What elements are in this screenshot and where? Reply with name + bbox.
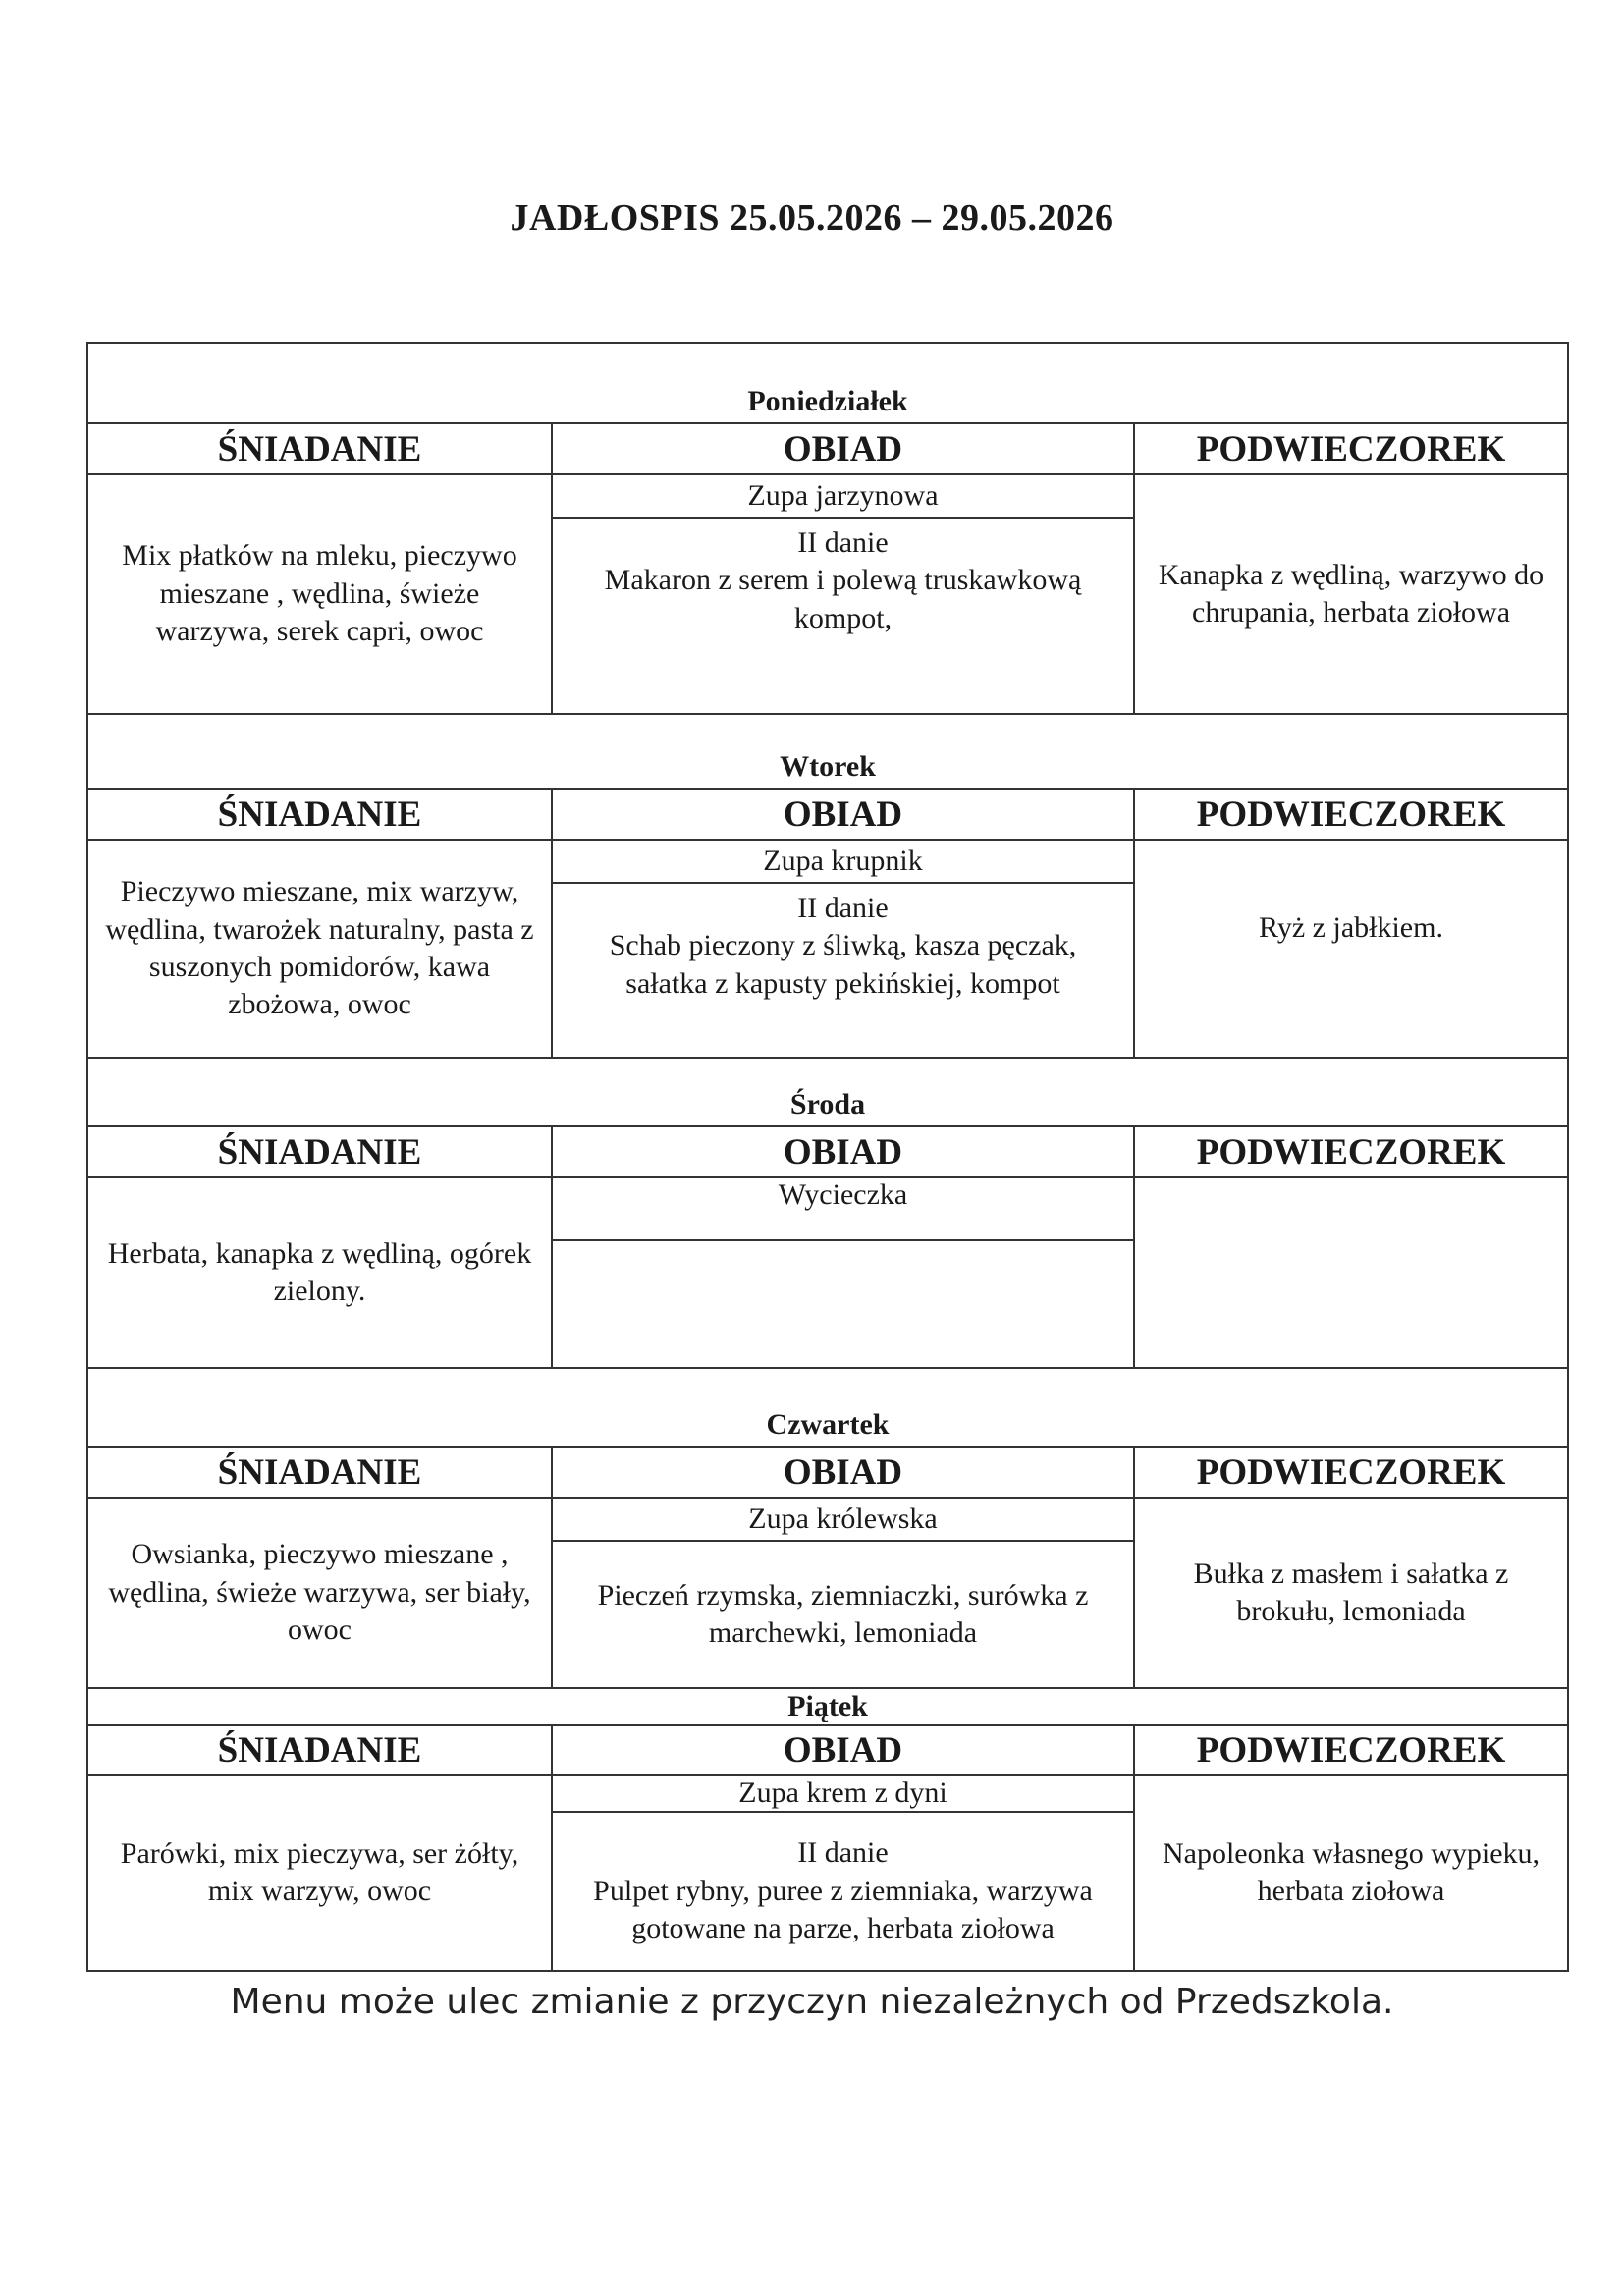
main-course-cell	[552, 1240, 1134, 1368]
breakfast-cell: Parówki, mix pieczywa, ser żółty, mix warzyw, owoc	[87, 1775, 552, 1971]
breakfast-cell: Owsianka, pieczywo mieszane , wędlina, świeże warzywa, ser biały, owoc	[87, 1498, 552, 1688]
breakfast-cell: Mix płatków na mleku, pieczywo mieszane , wędlina, świeże warzywa, serek capri, owoc	[87, 474, 552, 714]
snack-cell: Bułka z masłem i sałatka z brokułu, lemoniada	[1134, 1498, 1568, 1688]
menu-table	[86, 342, 1569, 1972]
soup-cell: Zupa jarzynowa	[552, 474, 1134, 518]
breakfast-cell: Herbata, kanapka z wędliną, ogórek zielony.	[87, 1177, 552, 1368]
breakfast-header: ŚNIADANIE	[87, 789, 552, 840]
day-header-monday: Poniedziałek	[87, 343, 1568, 423]
day-header-friday: Piątek	[87, 1688, 1568, 1725]
snack-cell: Ryż z jabłkiem.	[1134, 840, 1568, 1058]
lunch-header: OBIAD	[552, 423, 1134, 474]
snack-header: PODWIECZOREK	[1134, 423, 1568, 474]
main-course-cell: Pieczeń rzymska, ziemniaczki, surówka z marchewki, lemoniada	[552, 1541, 1134, 1688]
soup-cell: Wycieczka	[552, 1177, 1134, 1240]
snack-cell	[1134, 1177, 1568, 1368]
snack-header: PODWIECZOREK	[1134, 1126, 1568, 1177]
lunch-header: OBIAD	[552, 1447, 1134, 1498]
main-course-cell: II danie Schab pieczony z śliwką, kasza pęczak, sałatka z kapusty pekińskiej, kompot	[552, 883, 1134, 1058]
snack-cell: Napoleonka własnego wypieku, herbata ziołowa	[1134, 1775, 1568, 1971]
soup-cell: Zupa królewska	[552, 1498, 1134, 1541]
lunch-header: OBIAD	[552, 1126, 1134, 1177]
snack-header: PODWIECZOREK	[1134, 1725, 1568, 1775]
snack-cell: Kanapka z wędliną, warzywo do chrupania, herbata ziołowa	[1134, 474, 1568, 714]
day-header-wednesday: Środa	[87, 1058, 1568, 1126]
soup-cell: Zupa krupnik	[552, 840, 1134, 883]
day-header-thursday: Czwartek	[87, 1368, 1568, 1447]
breakfast-cell: Pieczywo mieszane, mix warzyw, wędlina, twarożek naturalny, pasta z suszonych pomidorów, kawa zbożowa, owoc	[87, 840, 552, 1058]
main-course-cell: II danie Makaron z serem i polewą truskawkową kompot,	[552, 518, 1134, 714]
lunch-header: OBIAD	[552, 1725, 1134, 1775]
snack-header: PODWIECZOREK	[1134, 789, 1568, 840]
main-course-cell: II danie Pulpet rybny, puree z ziemniaka, warzywa gotowane na parze, herbata ziołowa	[552, 1812, 1134, 1971]
breakfast-header: ŚNIADANIE	[87, 1126, 552, 1177]
breakfast-header: ŚNIADANIE	[87, 1447, 552, 1498]
lunch-header: OBIAD	[552, 789, 1134, 840]
soup-cell: Zupa krem z dyni	[552, 1775, 1134, 1812]
footer-note: Menu może ulec zmianie z przyczyn niezależnych od Przedszkola.	[230, 1982, 1394, 2022]
breakfast-header: ŚNIADANIE	[87, 423, 552, 474]
snack-header: PODWIECZOREK	[1134, 1447, 1568, 1498]
day-header-tuesday: Wtorek	[87, 714, 1568, 789]
page-title: JADŁOSPIS 25.05.2026 – 29.05.2026	[510, 197, 1114, 239]
breakfast-header: ŚNIADANIE	[87, 1725, 552, 1775]
